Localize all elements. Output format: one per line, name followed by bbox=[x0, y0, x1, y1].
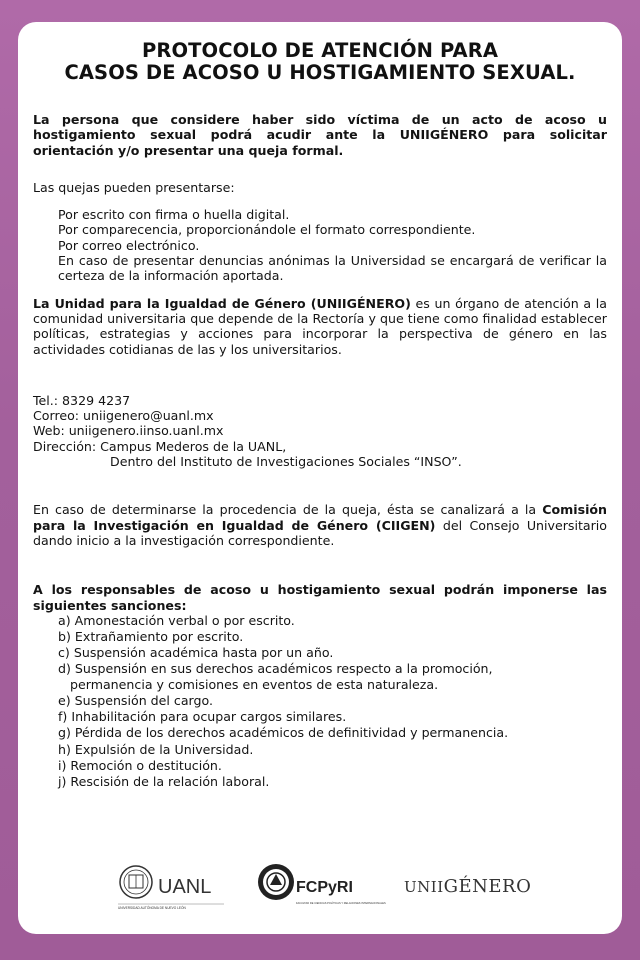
fcpyri-subtitle: FACULTAD DE CIENCIAS POLÍTICAS Y RELACIONES INTERNACIONALES bbox=[296, 902, 386, 905]
contact-address-2: Dentro del Instituto de Investigaciones Sociales “INSO”. bbox=[110, 454, 462, 470]
list-item: Por correo electrónico. bbox=[58, 237, 200, 253]
quejas-list bbox=[58, 207, 607, 283]
page-title bbox=[33, 40, 607, 84]
protocol-card bbox=[18, 22, 622, 934]
list-item: b) Extrañamiento por escrito. bbox=[58, 628, 244, 644]
fcpyri-seal-icon bbox=[256, 860, 396, 915]
list-item: e) Suspensión del cargo. bbox=[58, 693, 213, 709]
canaliza-pre: En caso de determinarse la procedencia de la queja, ésta se canalizará a la bbox=[33, 502, 543, 518]
quejas-intro: Las quejas pueden presentarse: bbox=[33, 179, 235, 195]
unidad-name: La Unidad para la Igualdad de Género (UNIIGÉNERO) bbox=[33, 295, 411, 311]
sanciones-list bbox=[58, 613, 607, 790]
fcpyri-logo bbox=[256, 860, 396, 915]
ciigen-name: Comisión para la Investigación en Igualdad de Género (CIIGEN) bbox=[33, 502, 607, 533]
list-item: d) Suspensión en sus derechos académicos respecto a la promoción, bbox=[58, 661, 493, 677]
list-item: h) Expulsión de la Universidad. bbox=[58, 741, 254, 757]
uniigenero-part1: UNII bbox=[404, 878, 444, 896]
uanl-seal-icon bbox=[118, 860, 228, 915]
logos-footer bbox=[18, 860, 622, 920]
list-item: i) Remoción o destitución. bbox=[58, 757, 222, 773]
list-item: f) Inhabilitación para ocupar cargos similares. bbox=[58, 709, 347, 725]
list-item: j) Rescisión de la relación laboral. bbox=[58, 773, 270, 789]
list-item: c) Suspensión académica hasta por un año. bbox=[58, 645, 334, 661]
intro-paragraph: La persona que considere haber sido víctima de un acto de acoso u hostigamiento sexual podrá acudir ante la UNIIGÉNERO para solicitar orientación y/o presentar una queja formal. bbox=[33, 112, 607, 158]
uanl-logo bbox=[118, 860, 228, 915]
list-item: a) Amonestación verbal o por escrito. bbox=[58, 612, 295, 628]
list-item: Por escrito con firma o huella digital. bbox=[58, 207, 290, 223]
list-item: permanencia y comisiones en eventos de esta naturaleza. bbox=[70, 677, 439, 693]
unidad-paragraph bbox=[33, 296, 607, 357]
canalizacion-paragraph bbox=[33, 502, 607, 548]
uanl-wordmark: UANL bbox=[158, 876, 212, 898]
contact-phone: Tel.: 8329 4237 bbox=[33, 392, 131, 408]
title-line-1: PROTOCOLO DE ATENCIÓN PARA bbox=[141, 39, 499, 62]
uanl-subtitle: UNIVERSIDAD AUTÓNOMA DE NUEVO LEÓN bbox=[118, 906, 186, 910]
list-item: Por comparecencia, proporcionándole el formato correspondiente. bbox=[58, 222, 476, 238]
fcpyri-wordmark: FCPyRI bbox=[296, 879, 353, 896]
contact-web: Web: uniigenero.iinso.uanl.mx bbox=[33, 423, 224, 439]
contact-address: Dirección: Campus Mederos de la UANL, bbox=[33, 438, 287, 454]
uniigenero-logo bbox=[404, 876, 544, 906]
list-item: g) Pérdida de los derechos académicos de definitividad y permanencia. bbox=[58, 725, 509, 741]
list-item: En caso de presentar denuncias anónimas la Universidad se encargará de verificar la certeza de la información aportada. bbox=[58, 253, 607, 284]
title-line-2: CASOS DE ACOSO U HOSTIGAMIENTO SEXUAL. bbox=[64, 61, 576, 84]
contact-email: Correo: uniigenero@uanl.mx bbox=[33, 408, 214, 424]
uniigenero-part2: GÉNERO bbox=[443, 876, 532, 897]
contact-block bbox=[33, 393, 607, 469]
canaliza-post: del Consejo Universitario dando inicio a la investigación correspondiente. bbox=[33, 517, 608, 548]
sanciones-heading: A los responsables de acoso u hostigamiento sexual podrán imponerse las siguientes sanciones: bbox=[33, 582, 607, 613]
unidad-description: es un órgano de atención a la comunidad universitaria que depende de la Rectoría y que tiene como finalidad establecer políticas, estrategias y acciones para incorporar la perspectiva de género en las actividades cotidianas de las y los universitarios. bbox=[33, 295, 607, 357]
